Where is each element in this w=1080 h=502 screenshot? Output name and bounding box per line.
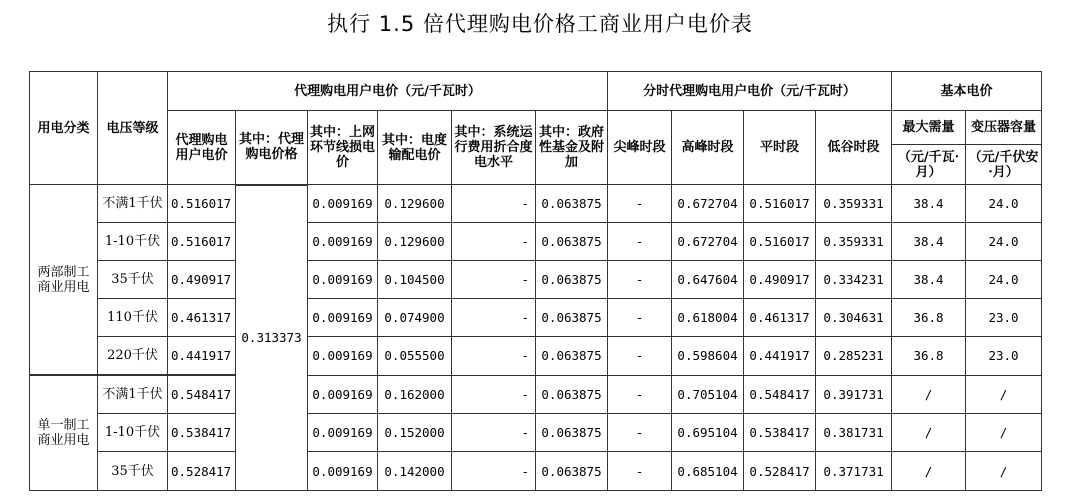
capacity-cell: 23.0: [966, 337, 1042, 376]
category-two-part: 两部制工商业用电: [30, 185, 98, 376]
category-single-part: 单一制工商业用电: [30, 375, 98, 491]
flat-cell: 0.516017: [744, 185, 816, 223]
voltage-cell: 不满1千伏: [98, 375, 168, 414]
flat-cell: 0.490917: [744, 261, 816, 299]
peak-cell: 0.672704: [672, 223, 744, 261]
sharp-peak-cell: -: [608, 414, 672, 452]
header-capacity-unit: （元/千伏安·月）: [966, 145, 1042, 185]
transmission-cell: 0.104500: [378, 261, 452, 299]
sharp-peak-cell: -: [608, 223, 672, 261]
table-row: [30, 185, 1042, 223]
agency-price-cell: 0.461317: [168, 299, 236, 337]
system-cost-cell: -: [452, 261, 536, 299]
system-cost-cell: -: [452, 223, 536, 261]
valley-cell: 0.371731: [816, 452, 892, 491]
valley-cell: 0.381731: [816, 414, 892, 452]
transmission-cell: 0.142000: [378, 452, 452, 491]
voltage-cell: 110千伏: [98, 299, 168, 337]
fund-cell: 0.063875: [536, 223, 608, 261]
valley-cell: 0.285231: [816, 337, 892, 376]
system-cost-cell: -: [452, 414, 536, 452]
header-max-demand-unit: （元/千瓦·月）: [892, 145, 966, 185]
peak-cell: 0.672704: [672, 185, 744, 223]
table-row: [30, 452, 1042, 491]
voltage-cell: 1-10千伏: [98, 414, 168, 452]
flat-cell: 0.441917: [744, 337, 816, 376]
header-capacity: 变压器容量: [966, 111, 1042, 145]
agency-price-cell: 0.538417: [168, 414, 236, 452]
voltage-cell: 220千伏: [98, 337, 168, 376]
voltage-cell: 不满1千伏: [98, 185, 168, 223]
sharp-peak-cell: -: [608, 185, 672, 223]
fund-cell: 0.063875: [536, 261, 608, 299]
header-max-demand: 最大需量: [892, 111, 966, 145]
header-category: 用电分类: [30, 72, 98, 185]
line-loss-cell: 0.009169: [308, 337, 378, 376]
fund-cell: 0.063875: [536, 337, 608, 376]
system-cost-cell: -: [452, 299, 536, 337]
transmission-cell: 0.162000: [378, 375, 452, 414]
fund-cell: 0.063875: [536, 185, 608, 223]
line-loss-cell: 0.009169: [308, 375, 378, 414]
header-peak: 高峰时段: [672, 111, 744, 185]
capacity-cell: 23.0: [966, 299, 1042, 337]
max-demand-cell: /: [892, 414, 966, 452]
table-row: [30, 223, 1042, 261]
header-flat: 平时段: [744, 111, 816, 185]
tariff-table: [29, 71, 1042, 491]
header-agency-price: 代理购电用户电价: [168, 111, 236, 185]
table-row: [30, 261, 1042, 299]
header-proxy-price: 其中：代理购电价格: [236, 111, 308, 185]
agency-price-cell: 0.516017: [168, 223, 236, 261]
max-demand-cell: 36.8: [892, 337, 966, 376]
fund-cell: 0.063875: [536, 414, 608, 452]
peak-cell: 0.618004: [672, 299, 744, 337]
header-tou-group: 分时代理购电用户电价（元/千瓦时）: [608, 72, 892, 111]
header-line-loss: 其中：上网环节线损电价: [308, 111, 378, 185]
sharp-peak-cell: -: [608, 261, 672, 299]
valley-cell: 0.304631: [816, 299, 892, 337]
capacity-cell: 24.0: [966, 223, 1042, 261]
header-row-2: [30, 111, 1042, 145]
table-row: [30, 337, 1042, 376]
valley-cell: 0.359331: [816, 223, 892, 261]
valley-cell: 0.359331: [816, 185, 892, 223]
peak-cell: 0.685104: [672, 452, 744, 491]
transmission-cell: 0.129600: [378, 185, 452, 223]
peak-cell: 0.695104: [672, 414, 744, 452]
valley-cell: 0.391731: [816, 375, 892, 414]
capacity-cell: /: [966, 414, 1042, 452]
sharp-peak-cell: -: [608, 375, 672, 414]
header-fund: 其中：政府性基金及附加: [536, 111, 608, 185]
transmission-cell: 0.055500: [378, 337, 452, 376]
header-transmission: 其中：电度输配电价: [378, 111, 452, 185]
flat-cell: 0.461317: [744, 299, 816, 337]
voltage-cell: 35千伏: [98, 452, 168, 491]
header-voltage: 电压等级: [98, 72, 168, 185]
transmission-cell: 0.074900: [378, 299, 452, 337]
capacity-cell: 24.0: [966, 261, 1042, 299]
header-agency-group: 代理购电用户电价（元/千瓦时）: [168, 72, 608, 111]
line-loss-cell: 0.009169: [308, 261, 378, 299]
line-loss-cell: 0.009169: [308, 452, 378, 491]
table-row: [30, 414, 1042, 452]
peak-cell: 0.598604: [672, 337, 744, 376]
table-row: [30, 375, 1042, 414]
sharp-peak-cell: -: [608, 337, 672, 376]
max-demand-cell: 38.4: [892, 223, 966, 261]
proxy-price-cell: 0.313373: [236, 185, 308, 491]
line-loss-cell: 0.009169: [308, 414, 378, 452]
header-valley: 低谷时段: [816, 111, 892, 185]
line-loss-cell: 0.009169: [308, 223, 378, 261]
agency-price-cell: 0.516017: [168, 185, 236, 223]
header-system-cost: 其中：系统运行费用折合度电水平: [452, 111, 536, 185]
agency-price-cell: 0.441917: [168, 337, 236, 376]
transmission-cell: 0.152000: [378, 414, 452, 452]
table-row: [30, 299, 1042, 337]
capacity-cell: /: [966, 375, 1042, 414]
capacity-cell: /: [966, 452, 1042, 491]
capacity-cell: 24.0: [966, 185, 1042, 223]
max-demand-cell: 38.4: [892, 185, 966, 223]
sharp-peak-cell: -: [608, 452, 672, 491]
flat-cell: 0.538417: [744, 414, 816, 452]
agency-price-cell: 0.490917: [168, 261, 236, 299]
system-cost-cell: -: [452, 452, 536, 491]
header-sharp-peak: 尖峰时段: [608, 111, 672, 185]
fund-cell: 0.063875: [536, 375, 608, 414]
fund-cell: 0.063875: [536, 299, 608, 337]
agency-price-cell: 0.548417: [168, 375, 236, 414]
header-row-1: [30, 72, 1042, 111]
line-loss-cell: 0.009169: [308, 185, 378, 223]
transmission-cell: 0.129600: [378, 223, 452, 261]
flat-cell: 0.548417: [744, 375, 816, 414]
system-cost-cell: -: [452, 185, 536, 223]
header-basic-group: 基本电价: [892, 72, 1042, 111]
peak-cell: 0.705104: [672, 375, 744, 414]
max-demand-cell: 36.8: [892, 299, 966, 337]
fund-cell: 0.063875: [536, 452, 608, 491]
page-title: 执行 1.5 倍代理购电价格工商业用户电价表: [327, 12, 753, 36]
sharp-peak-cell: -: [608, 299, 672, 337]
agency-price-cell: 0.528417: [168, 452, 236, 491]
flat-cell: 0.516017: [744, 223, 816, 261]
max-demand-cell: /: [892, 452, 966, 491]
system-cost-cell: -: [452, 337, 536, 376]
peak-cell: 0.647604: [672, 261, 744, 299]
valley-cell: 0.334231: [816, 261, 892, 299]
line-loss-cell: 0.009169: [308, 299, 378, 337]
max-demand-cell: /: [892, 375, 966, 414]
system-cost-cell: -: [452, 375, 536, 414]
max-demand-cell: 38.4: [892, 261, 966, 299]
voltage-cell: 35千伏: [98, 261, 168, 299]
flat-cell: 0.528417: [744, 452, 816, 491]
voltage-cell: 1-10千伏: [98, 223, 168, 261]
